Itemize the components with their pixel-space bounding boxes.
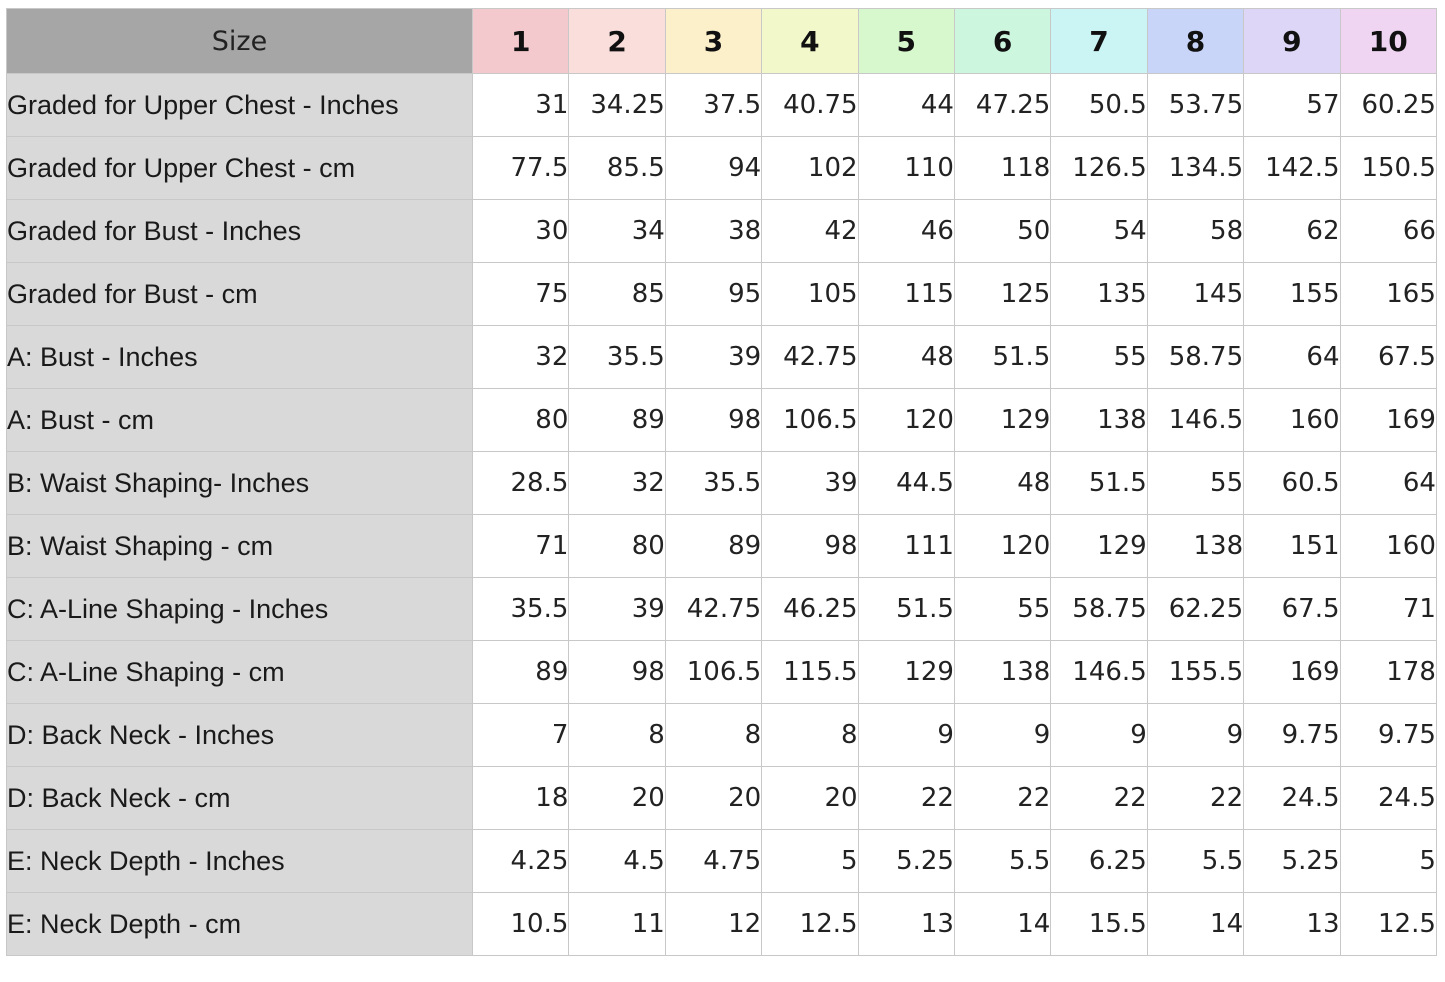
size-column-header: 1 <box>473 9 569 74</box>
table-cell: 62 <box>1244 200 1340 263</box>
table-cell: 30 <box>473 200 569 263</box>
size-column-header: 6 <box>954 9 1050 74</box>
table-cell: 6.25 <box>1051 830 1147 893</box>
table-cell: 39 <box>569 578 665 641</box>
table-cell: 51.5 <box>858 578 954 641</box>
table-row <box>7 263 1437 326</box>
row-label: D: Back Neck - cm <box>7 767 473 830</box>
table-cell: 57 <box>1244 74 1340 137</box>
row-label: E: Neck Depth - Inches <box>7 830 473 893</box>
header-row <box>7 9 1437 74</box>
table-row <box>7 515 1437 578</box>
table-cell: 46.25 <box>762 578 858 641</box>
row-label: E: Neck Depth - cm <box>7 893 473 956</box>
table-row <box>7 452 1437 515</box>
table-cell: 4.5 <box>569 830 665 893</box>
table-body <box>7 74 1437 956</box>
row-label: Graded for Bust - Inches <box>7 200 473 263</box>
row-label: Graded for Bust - cm <box>7 263 473 326</box>
table-cell: 51.5 <box>1051 452 1147 515</box>
table-cell: 58.75 <box>1051 578 1147 641</box>
table-cell: 60.5 <box>1244 452 1340 515</box>
table-cell: 44 <box>858 74 954 137</box>
table-cell: 71 <box>1340 578 1436 641</box>
table-cell: 142.5 <box>1244 137 1340 200</box>
table-cell: 9.75 <box>1340 704 1436 767</box>
table-cell: 5.25 <box>1244 830 1340 893</box>
table-cell: 89 <box>569 389 665 452</box>
table-cell: 60.25 <box>1340 74 1436 137</box>
table-cell: 9 <box>954 704 1050 767</box>
table-cell: 13 <box>858 893 954 956</box>
size-column-header: 5 <box>858 9 954 74</box>
table-cell: 129 <box>1051 515 1147 578</box>
table-cell: 66 <box>1340 200 1436 263</box>
row-label: B: Waist Shaping - cm <box>7 515 473 578</box>
table-cell: 50.5 <box>1051 74 1147 137</box>
table-cell: 58 <box>1147 200 1243 263</box>
table-cell: 98 <box>569 641 665 704</box>
table-cell: 32 <box>473 326 569 389</box>
table-cell: 39 <box>762 452 858 515</box>
table-cell: 5.5 <box>954 830 1050 893</box>
table-cell: 111 <box>858 515 954 578</box>
table-cell: 160 <box>1340 515 1436 578</box>
table-cell: 28.5 <box>473 452 569 515</box>
table-cell: 38 <box>665 200 761 263</box>
table-cell: 58.75 <box>1147 326 1243 389</box>
table-cell: 8 <box>665 704 761 767</box>
table-cell: 5.5 <box>1147 830 1243 893</box>
table-row <box>7 74 1437 137</box>
size-column-header: 8 <box>1147 9 1243 74</box>
table-cell: 115.5 <box>762 641 858 704</box>
table-cell: 37.5 <box>665 74 761 137</box>
size-column-header: 4 <box>762 9 858 74</box>
table-cell: 18 <box>473 767 569 830</box>
table-cell: 85 <box>569 263 665 326</box>
table-row <box>7 893 1437 956</box>
table-cell: 9 <box>1147 704 1243 767</box>
table-cell: 24.5 <box>1244 767 1340 830</box>
table-cell: 151 <box>1244 515 1340 578</box>
table-cell: 94 <box>665 137 761 200</box>
table-cell: 14 <box>954 893 1050 956</box>
table-cell: 169 <box>1244 641 1340 704</box>
table-cell: 105 <box>762 263 858 326</box>
table-cell: 55 <box>1147 452 1243 515</box>
table-cell: 89 <box>473 641 569 704</box>
table-cell: 155 <box>1244 263 1340 326</box>
table-cell: 24.5 <box>1340 767 1436 830</box>
table-cell: 77.5 <box>473 137 569 200</box>
table-cell: 125 <box>954 263 1050 326</box>
table-cell: 134.5 <box>1147 137 1243 200</box>
table-cell: 55 <box>1051 326 1147 389</box>
table-cell: 138 <box>954 641 1050 704</box>
size-header-label: Size <box>7 9 473 74</box>
table-cell: 71 <box>473 515 569 578</box>
table-cell: 165 <box>1340 263 1436 326</box>
table-cell: 35.5 <box>569 326 665 389</box>
table-cell: 22 <box>1051 767 1147 830</box>
table-cell: 178 <box>1340 641 1436 704</box>
table-cell: 35.5 <box>665 452 761 515</box>
table-row <box>7 578 1437 641</box>
size-column-header: 7 <box>1051 9 1147 74</box>
table-cell: 98 <box>762 515 858 578</box>
table-cell: 15.5 <box>1051 893 1147 956</box>
table-cell: 42.75 <box>762 326 858 389</box>
row-label: D: Back Neck - Inches <box>7 704 473 767</box>
table-cell: 13 <box>1244 893 1340 956</box>
table-cell: 4.75 <box>665 830 761 893</box>
table-cell: 67.5 <box>1244 578 1340 641</box>
table-cell: 64 <box>1244 326 1340 389</box>
table-cell: 9 <box>1051 704 1147 767</box>
table-cell: 135 <box>1051 263 1147 326</box>
table-cell: 98 <box>665 389 761 452</box>
table-cell: 10.5 <box>473 893 569 956</box>
table-cell: 118 <box>954 137 1050 200</box>
size-column-header: 2 <box>569 9 665 74</box>
table-cell: 85.5 <box>569 137 665 200</box>
table-cell: 51.5 <box>954 326 1050 389</box>
table-cell: 9.75 <box>1244 704 1340 767</box>
table-cell: 64 <box>1340 452 1436 515</box>
table-cell: 120 <box>954 515 1050 578</box>
table-cell: 8 <box>762 704 858 767</box>
table-cell: 5 <box>762 830 858 893</box>
table-cell: 7 <box>473 704 569 767</box>
row-label: A: Bust - cm <box>7 389 473 452</box>
table-cell: 20 <box>569 767 665 830</box>
table-cell: 34.25 <box>569 74 665 137</box>
table-cell: 80 <box>473 389 569 452</box>
table-cell: 126.5 <box>1051 137 1147 200</box>
table-row <box>7 641 1437 704</box>
table-row <box>7 389 1437 452</box>
table-cell: 138 <box>1051 389 1147 452</box>
row-label: Graded for Upper Chest - Inches <box>7 74 473 137</box>
table-cell: 22 <box>954 767 1050 830</box>
table-cell: 80 <box>569 515 665 578</box>
table-row <box>7 704 1437 767</box>
table-cell: 31 <box>473 74 569 137</box>
row-label: C: A-Line Shaping - Inches <box>7 578 473 641</box>
table-cell: 129 <box>954 389 1050 452</box>
table-cell: 20 <box>665 767 761 830</box>
row-label: Graded for Upper Chest - cm <box>7 137 473 200</box>
size-column-header: 10 <box>1340 9 1436 74</box>
table-cell: 48 <box>954 452 1050 515</box>
table-cell: 95 <box>665 263 761 326</box>
table-cell: 67.5 <box>1340 326 1436 389</box>
table-cell: 5 <box>1340 830 1436 893</box>
table-cell: 155.5 <box>1147 641 1243 704</box>
table-cell: 145 <box>1147 263 1243 326</box>
row-label: B: Waist Shaping- Inches <box>7 452 473 515</box>
table-cell: 129 <box>858 641 954 704</box>
table-row <box>7 200 1437 263</box>
size-column-header: 9 <box>1244 9 1340 74</box>
table-cell: 40.75 <box>762 74 858 137</box>
table-cell: 62.25 <box>1147 578 1243 641</box>
table-cell: 34 <box>569 200 665 263</box>
table-cell: 22 <box>858 767 954 830</box>
table-cell: 12.5 <box>762 893 858 956</box>
table-row <box>7 830 1437 893</box>
table-cell: 11 <box>569 893 665 956</box>
row-label: C: A-Line Shaping - cm <box>7 641 473 704</box>
size-column-header: 3 <box>665 9 761 74</box>
table-cell: 106.5 <box>665 641 761 704</box>
table-cell: 115 <box>858 263 954 326</box>
table-cell: 8 <box>569 704 665 767</box>
table-cell: 20 <box>762 767 858 830</box>
table-cell: 75 <box>473 263 569 326</box>
table-cell: 120 <box>858 389 954 452</box>
table-cell: 160 <box>1244 389 1340 452</box>
table-cell: 22 <box>1147 767 1243 830</box>
size-chart-table <box>6 8 1437 956</box>
table-cell: 32 <box>569 452 665 515</box>
table-row <box>7 767 1437 830</box>
table-cell: 42.75 <box>665 578 761 641</box>
table-cell: 50 <box>954 200 1050 263</box>
row-label: A: Bust - Inches <box>7 326 473 389</box>
table-cell: 89 <box>665 515 761 578</box>
table-cell: 146.5 <box>1051 641 1147 704</box>
table-cell: 44.5 <box>858 452 954 515</box>
table-cell: 53.75 <box>1147 74 1243 137</box>
table-row <box>7 137 1437 200</box>
table-cell: 46 <box>858 200 954 263</box>
table-cell: 138 <box>1147 515 1243 578</box>
table-cell: 48 <box>858 326 954 389</box>
table-cell: 146.5 <box>1147 389 1243 452</box>
table-cell: 110 <box>858 137 954 200</box>
table-cell: 42 <box>762 200 858 263</box>
table-cell: 102 <box>762 137 858 200</box>
table-cell: 9 <box>858 704 954 767</box>
table-cell: 5.25 <box>858 830 954 893</box>
table-cell: 47.25 <box>954 74 1050 137</box>
table-cell: 150.5 <box>1340 137 1436 200</box>
table-cell: 169 <box>1340 389 1436 452</box>
table-cell: 55 <box>954 578 1050 641</box>
table-cell: 12.5 <box>1340 893 1436 956</box>
table-cell: 35.5 <box>473 578 569 641</box>
table-cell: 106.5 <box>762 389 858 452</box>
table-cell: 4.25 <box>473 830 569 893</box>
table-cell: 54 <box>1051 200 1147 263</box>
table-row <box>7 326 1437 389</box>
table-cell: 14 <box>1147 893 1243 956</box>
table-cell: 12 <box>665 893 761 956</box>
table-cell: 39 <box>665 326 761 389</box>
